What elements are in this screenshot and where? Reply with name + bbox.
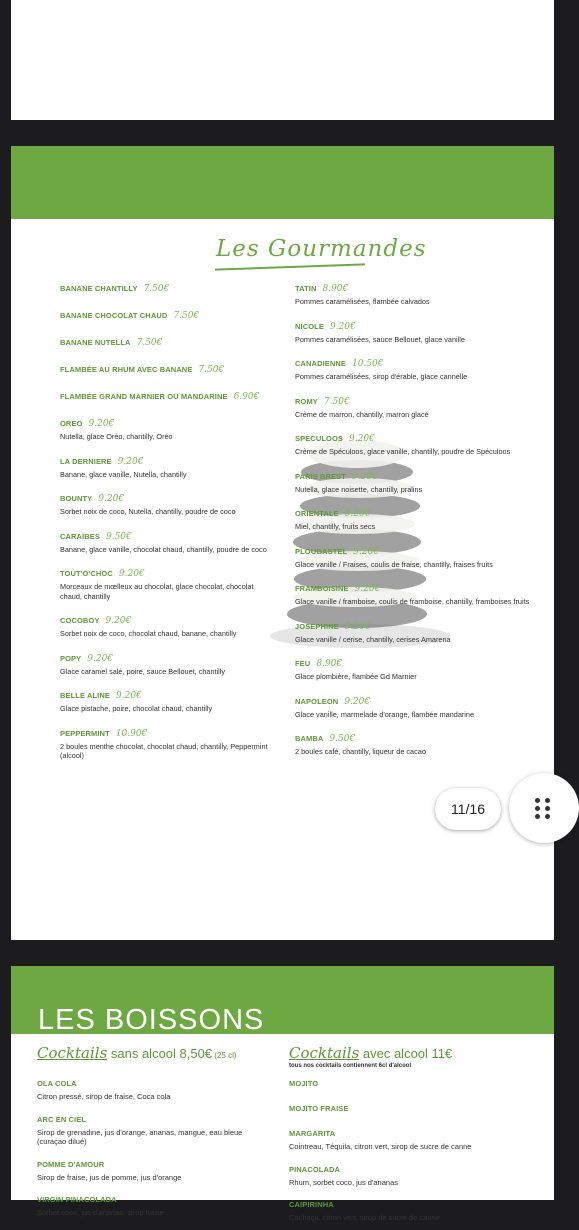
menu-item	[60, 305, 275, 323]
section-title: Les Gourmandes	[216, 236, 427, 262]
menu-item-price: 10.90€	[115, 728, 148, 739]
menu-item-description: Glace vanille / Fraises, coulis de fraise, chantilly, fraises fruits	[295, 559, 493, 569]
menu-item-price: 9.20€	[329, 321, 356, 332]
menu-item-name: CANADIENNE	[295, 359, 347, 368]
menu-item-header	[289, 1194, 539, 1212]
menu-item-description: Glace plombière, flambée Gd Marnier	[295, 672, 417, 681]
menu-item-name: TOUT'O'CHOC	[60, 569, 113, 578]
menu-item-header	[60, 413, 275, 431]
menu-item-price: 9.20€	[87, 653, 114, 664]
menu-item-description: Sorbet coco, jus d'ananas, sirop fraise	[37, 1208, 164, 1217]
menu-item	[60, 563, 275, 601]
menu-item	[60, 685, 275, 714]
menu-item-name: MOJITO FRAISE	[289, 1104, 349, 1113]
menu-item-name: SPECULOOS	[295, 434, 343, 443]
menu-item-name: CAIPIRINHA	[289, 1200, 334, 1209]
menu-item-price: 7.50€	[198, 365, 225, 375]
menu-item	[295, 616, 535, 645]
menu-item-name: COCOBOY	[60, 616, 100, 625]
menu-item	[295, 578, 535, 607]
menu-item-name: ROMY	[295, 396, 318, 406]
menu-item-price: 9.20€	[105, 616, 132, 626]
menu-item	[295, 541, 535, 570]
menu-item	[295, 466, 535, 495]
menu-item-name: TATIN	[295, 284, 317, 293]
drinks-column-right	[289, 1073, 539, 1230]
menu-item-price: 9.20€	[344, 509, 371, 519]
menu-item-description: Glace caramel salé, poire, sauce Bellouet, chantilly	[60, 666, 226, 676]
menu-item-description: 2 boules menthe chocolat, chocolat chaud, chantilly, Peppermint (alcool)	[60, 741, 268, 760]
menu-item	[60, 610, 275, 639]
menu-item-header	[60, 685, 275, 703]
menu-item-description: Sorbet noix de coco, chocolat chaud, banane, chantilly	[60, 629, 237, 638]
drinks-column-left	[37, 1073, 267, 1225]
menu-item-description: Rhum, sorbet coco, jus d'ananas	[289, 1177, 398, 1187]
menu-item	[37, 1154, 267, 1183]
menu-item-header	[295, 353, 535, 371]
menu-item-price: 9.20€	[349, 434, 375, 444]
menu-item-price: 9.20€	[118, 569, 145, 579]
menu-item-name: OLA COLA	[37, 1079, 77, 1088]
menu-item-name: JOSEPHINE	[295, 621, 339, 631]
title-underline	[215, 263, 365, 270]
menu-item-description: Cointreau, Téquila, citron vert, sirop de sucre de canne	[289, 1142, 472, 1151]
menu-item	[295, 428, 535, 457]
menu-item	[37, 1073, 267, 1102]
menu-item-header	[60, 451, 275, 469]
menu-item	[289, 1159, 539, 1188]
page-indicator[interactable]: 11/16	[435, 788, 501, 830]
menu-item-header	[295, 278, 535, 296]
menu-item-header	[295, 466, 535, 484]
menu-item-header	[60, 610, 275, 628]
menu-item-header	[295, 391, 535, 409]
menu-item-price: 9.20€	[344, 696, 371, 707]
menu-item-name: PARIS BREST	[295, 471, 346, 481]
menu-item-header	[37, 1109, 267, 1127]
menu-item-price: 9.20€	[116, 691, 142, 701]
menu-item-description: Crème de Spéculoos, glace vanille, chantilly, poudre de Spéculoos	[295, 447, 511, 456]
previous-page	[11, 0, 554, 120]
menu-item-price: 7.50€	[136, 338, 163, 348]
menu-item	[60, 413, 275, 442]
menu-item-description: Sirop de grenadine, jus d'orange, ananas, mangue, eau bleue (curaçao dilué)	[37, 1127, 243, 1146]
menu-item-header	[37, 1189, 267, 1207]
menu-item	[37, 1189, 267, 1218]
menu-item	[289, 1073, 539, 1091]
grid-dots-icon	[535, 798, 551, 820]
menu-item	[60, 723, 275, 761]
green-header-band	[11, 146, 554, 219]
menu-item-description: Sirop de fraise, jus de pomme, jus d'orange	[37, 1172, 182, 1182]
menu-column-left	[60, 278, 275, 770]
next-page	[11, 966, 554, 1222]
menu-item-name: MOJITO	[289, 1079, 319, 1088]
menu-item-header	[295, 728, 535, 746]
heading-script: Cocktails	[37, 1044, 108, 1062]
menu-item	[60, 648, 275, 677]
menu-item	[60, 278, 275, 296]
menu-item-name: PINACOLADA	[289, 1164, 340, 1174]
menu-item-header	[295, 653, 535, 671]
menu-item	[295, 353, 535, 382]
menu-item-name: VIRGIN PINACOLADA	[37, 1195, 117, 1204]
alcohol-note: tous nos cocktails contiennent 6cl d'alcool	[289, 1063, 412, 1069]
menu-item-price: 9.50€	[329, 734, 356, 744]
menu-item-price: 9.20€	[117, 456, 144, 467]
menu-item	[60, 451, 275, 480]
menu-item-name: NICOLE	[295, 321, 324, 331]
menu-item-price: 8.90€	[316, 659, 343, 669]
menu-item-header	[295, 428, 535, 446]
menu-item-description: Sorbet noix de coco, Nutella, chantilly, poudre de coco	[60, 507, 236, 516]
menu-item-description: Pommes caramélisées, sirop d'érable, glace cannelle	[295, 372, 468, 381]
menu-item	[60, 488, 275, 517]
menu-item-name: BAMBA	[295, 734, 324, 743]
menu-item	[295, 316, 535, 345]
menu-item-header	[60, 305, 275, 323]
menu-item	[60, 386, 275, 404]
menu-item	[60, 359, 275, 377]
menu-item-description: Pommes caramélisées, sauce Bellouet, glace vanille	[295, 334, 465, 344]
next-page-title: LES BOISSONS	[38, 1004, 265, 1036]
menu-item	[295, 691, 535, 720]
menu-item-name: FRAMBOISINE	[295, 584, 349, 593]
menu-item-header	[60, 563, 275, 581]
menu-item-header	[295, 541, 535, 559]
menu-item-header	[60, 359, 275, 377]
menu-item-description: Glace vanille / cerise, chantilly, cerises Amarena	[295, 634, 451, 644]
menu-item	[295, 728, 535, 757]
menu-item-price: 7.50€	[323, 396, 350, 407]
menu-item-description: Nutella, glace Oréo, chantilly, Oréo	[60, 432, 173, 441]
menu-item-name: FEU	[295, 659, 311, 668]
menu-item-name: BELLE ALINE	[60, 691, 110, 700]
menu-item-header	[37, 1154, 267, 1172]
heading-rest: avec alcool 11€	[359, 1046, 453, 1061]
menu-item	[295, 391, 535, 420]
menu-item-name: BANANE NUTELLA	[60, 338, 131, 347]
menu-item-description: Miel, chantilly, fruits secs	[295, 522, 376, 531]
menu-item-header	[295, 616, 535, 634]
menu-item	[289, 1123, 539, 1152]
menu-item-header	[60, 526, 275, 544]
menu-item-name: CARAÏBES	[60, 531, 100, 541]
menu-item	[295, 503, 535, 532]
menu-item-header	[295, 316, 535, 334]
grid-view-button[interactable]	[509, 773, 579, 843]
menu-item-name: PLOUGASTEL	[295, 546, 348, 556]
menu-item-description: Pommes caramélisées, flambée calvados	[295, 297, 430, 306]
menu-item-price: 6.90€	[233, 392, 260, 402]
menu-item-header	[289, 1123, 539, 1141]
menu-item-header	[289, 1098, 539, 1116]
menu-item	[289, 1194, 539, 1223]
menu-item-name: POMME D'AMOUR	[37, 1159, 105, 1169]
heading-script: Cocktails	[289, 1044, 360, 1062]
menu-item-header	[295, 578, 535, 596]
menu-item-name: BANANE CHANTILLY	[60, 284, 138, 293]
menu-item-header	[60, 723, 275, 741]
menu-item-header	[289, 1159, 539, 1177]
heading-rest: sans alcool 8,50€	[107, 1046, 213, 1061]
menu-item-name: ORIENTALE	[295, 509, 339, 518]
menu-item-header	[60, 488, 275, 506]
menu-item-price: 9.20€	[98, 494, 125, 504]
menu-item-description: Nutella, glace noisette, chantilly, pralins	[295, 484, 423, 494]
menu-item-header	[289, 1073, 539, 1091]
menu-item-price: 9.50€	[105, 531, 132, 542]
menu-item-header	[37, 1073, 267, 1091]
menu-item-name: OREO	[60, 419, 83, 428]
menu-item-header	[295, 691, 535, 709]
menu-item-name: BOUNTY	[60, 494, 93, 503]
menu-item-description: Morceaux de mœlleux au chocolat, glace chocolat, chocolat chaud, chantilly	[60, 582, 254, 601]
menu-item-header	[60, 278, 275, 296]
menu-item-name: LA DERNIERE	[60, 456, 112, 466]
heading-small: (25 cl)	[212, 1051, 237, 1060]
menu-item	[289, 1098, 539, 1116]
menu-item-name: ARC EN CIEL	[37, 1114, 87, 1124]
menu-item-name: FLAMBÉE GRAND MARNIER OU MANDARINE	[60, 392, 228, 401]
menu-item-header	[295, 503, 535, 521]
menu-column-right	[295, 278, 535, 766]
cocktails-avec-alcool-heading	[289, 1044, 452, 1063]
menu-item-description: Cachaça, citron vert, sirop de sucre de canne	[289, 1213, 440, 1222]
menu-item	[295, 653, 535, 682]
menu-item-price: 7.50€	[143, 284, 170, 294]
menu-item-header	[60, 648, 275, 666]
menu-item-description: Citron pressé, sirop de fraise, Coca cola	[37, 1092, 171, 1101]
menu-item-name: PEPPERMINT	[60, 728, 110, 738]
menu-item-description: Banane, glace vanille, chocolat chaud, chantilly, poudre de coco	[60, 544, 267, 554]
menu-item-header	[60, 386, 275, 404]
menu-item-description: Glace vanille / framboise, coulis de framboise, chantilly, framboises fruits	[295, 597, 530, 606]
menu-item-name: FLAMBÉE AU RHUM AVEC BANANE	[60, 365, 193, 374]
menu-item	[295, 278, 535, 307]
menu-item-price: 7.50€	[173, 311, 200, 321]
menu-item-description: 2 boules café, chantilly, liqueur de cacao	[295, 747, 426, 756]
menu-item-description: Banane, glace vanille, Nutella, chantilly	[60, 469, 187, 479]
menu-item-price: 10.50€	[352, 359, 384, 369]
menu-item-name: MARGARITA	[289, 1129, 336, 1138]
menu-item-price: 9.20€	[351, 471, 378, 482]
menu-item-price: 9.20€	[354, 584, 381, 594]
menu-item-price: 9.20€	[353, 546, 380, 557]
menu-item-description: Crème de marron, chantilly, marron glacé	[295, 409, 429, 419]
menu-item-name: POPY	[60, 653, 82, 663]
menu-item-description: Glace vanille, marmelade d'orange, flambée mandarine	[295, 709, 475, 719]
menu-item-name: BANANE CHOCOLAT CHAUD	[60, 311, 168, 320]
menu-item-price: 9.20€	[88, 419, 115, 429]
menu-item	[60, 332, 275, 350]
menu-item-description: Glace pistache, poire, chocolat chaud, chantilly	[60, 704, 213, 713]
menu-item-price: 9.20€	[344, 621, 371, 632]
menu-item	[37, 1109, 267, 1147]
menu-item	[60, 526, 275, 555]
menu-item-price: 8.90€	[322, 284, 349, 294]
menu-item-header	[60, 332, 275, 350]
menu-item-name: NAPOLEON	[295, 696, 339, 706]
cocktails-sans-alcool-heading	[37, 1044, 237, 1063]
